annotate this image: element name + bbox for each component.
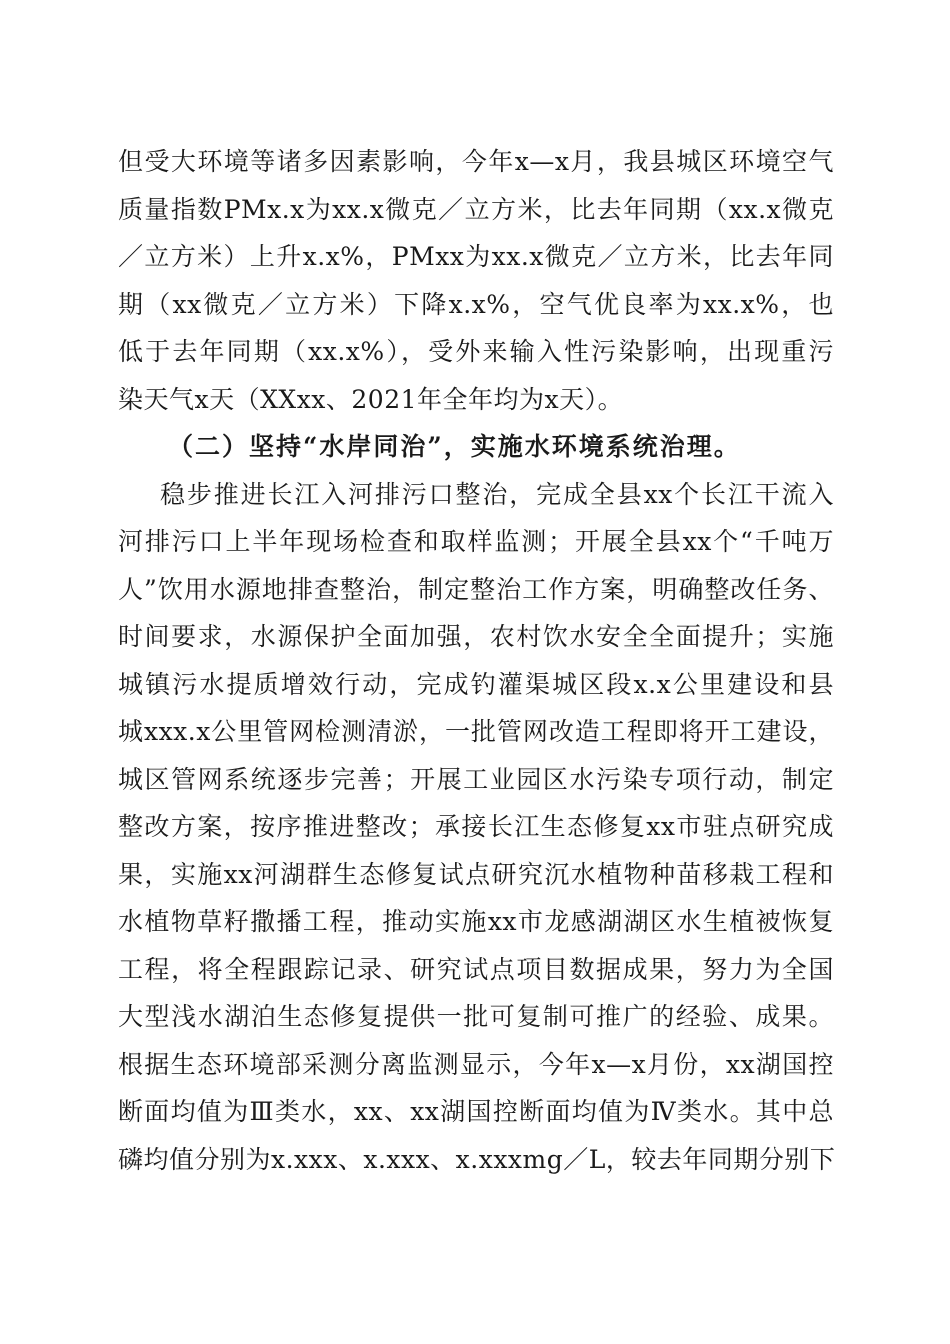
paragraph-1-line-5: 低于去年同期（xx.x%），受外来输入性污染影响，出现重污 <box>118 337 834 366</box>
paragraph-2-line-2: 河排污口上半年现场检查和取样监测；开展全县xx个“千吨万 <box>118 527 834 556</box>
paragraph-2-line-12: 大型浅水湖泊生态修复提供一批可复制可推广的经验、成果。 <box>118 1002 834 1031</box>
paragraph-2-line-8: 整改方案，按序推进整改；承接长江生态修复xx市驻点研究成 <box>118 812 834 841</box>
section-heading: （二）坚持“水岸同治”，实施水环境系统治理。 <box>168 432 741 461</box>
paragraph-1-line-6: 染天气x天（XXxx、2021年全年均为x天）。 <box>118 385 624 414</box>
paragraph-2-line-7: 城区管网系统逐步完善；开展工业园区水污染专项行动，制定 <box>118 765 834 794</box>
paragraph-2-line-1: 稳步推进长江入河排污口整治，完成全县xx个长江干流入 <box>160 480 834 509</box>
paragraph-2-line-6: 城xxx.x公里管网检测清淤，一批管网改造工程即将开工建设， <box>118 717 834 746</box>
paragraph-1-line-3: ／立方米）上升x.x%，PMxx为xx.x微克／立方米，比去年同 <box>118 242 834 271</box>
paragraph-2-line-11: 工程，将全程跟踪记录、研究试点项目数据成果，努力为全国 <box>118 955 834 984</box>
paragraph-2-line-15: 磷均值分别为x.xxx、x.xxx、x.xxxmg／L，较去年同期分别下 <box>118 1145 836 1174</box>
paragraph-2-line-14: 断面均值为Ⅲ类水，xx、xx湖国控断面均值为Ⅳ类水。其中总 <box>118 1097 834 1126</box>
paragraph-2-line-10: 水植物草籽撒播工程，推动实施xx市龙感湖湖区水生植被恢复 <box>118 907 834 936</box>
paragraph-1-line-2: 质量指数PMx.x为xx.x微克／立方米，比去年同期（xx.x微克 <box>118 195 834 224</box>
paragraph-2-line-9: 果，实施xx河湖群生态修复试点研究沉水植物种苗移栽工程和 <box>118 860 834 889</box>
paragraph-1-line-4: 期（xx微克／立方米）下降x.x%，空气优良率为xx.x%，也 <box>118 290 834 319</box>
paragraph-2-line-4: 时间要求，水源保护全面加强，农村饮水安全全面提升；实施 <box>118 622 834 651</box>
paragraph-2-line-3: 人”饮用水源地排查整治，制定整治工作方案，明确整改任务、 <box>118 575 834 604</box>
paragraph-1-line-1: 但受大环境等诸多因素影响，今年x—x月，我县城区环境空气 <box>118 147 834 176</box>
paragraph-2-line-5: 城镇污水提质增效行动，完成钓灌渠城区段x.x公里建设和县 <box>118 670 834 699</box>
paragraph-2-line-13: 根据生态环境部采测分离监测显示，今年x—x月份，xx湖国控 <box>118 1050 834 1079</box>
